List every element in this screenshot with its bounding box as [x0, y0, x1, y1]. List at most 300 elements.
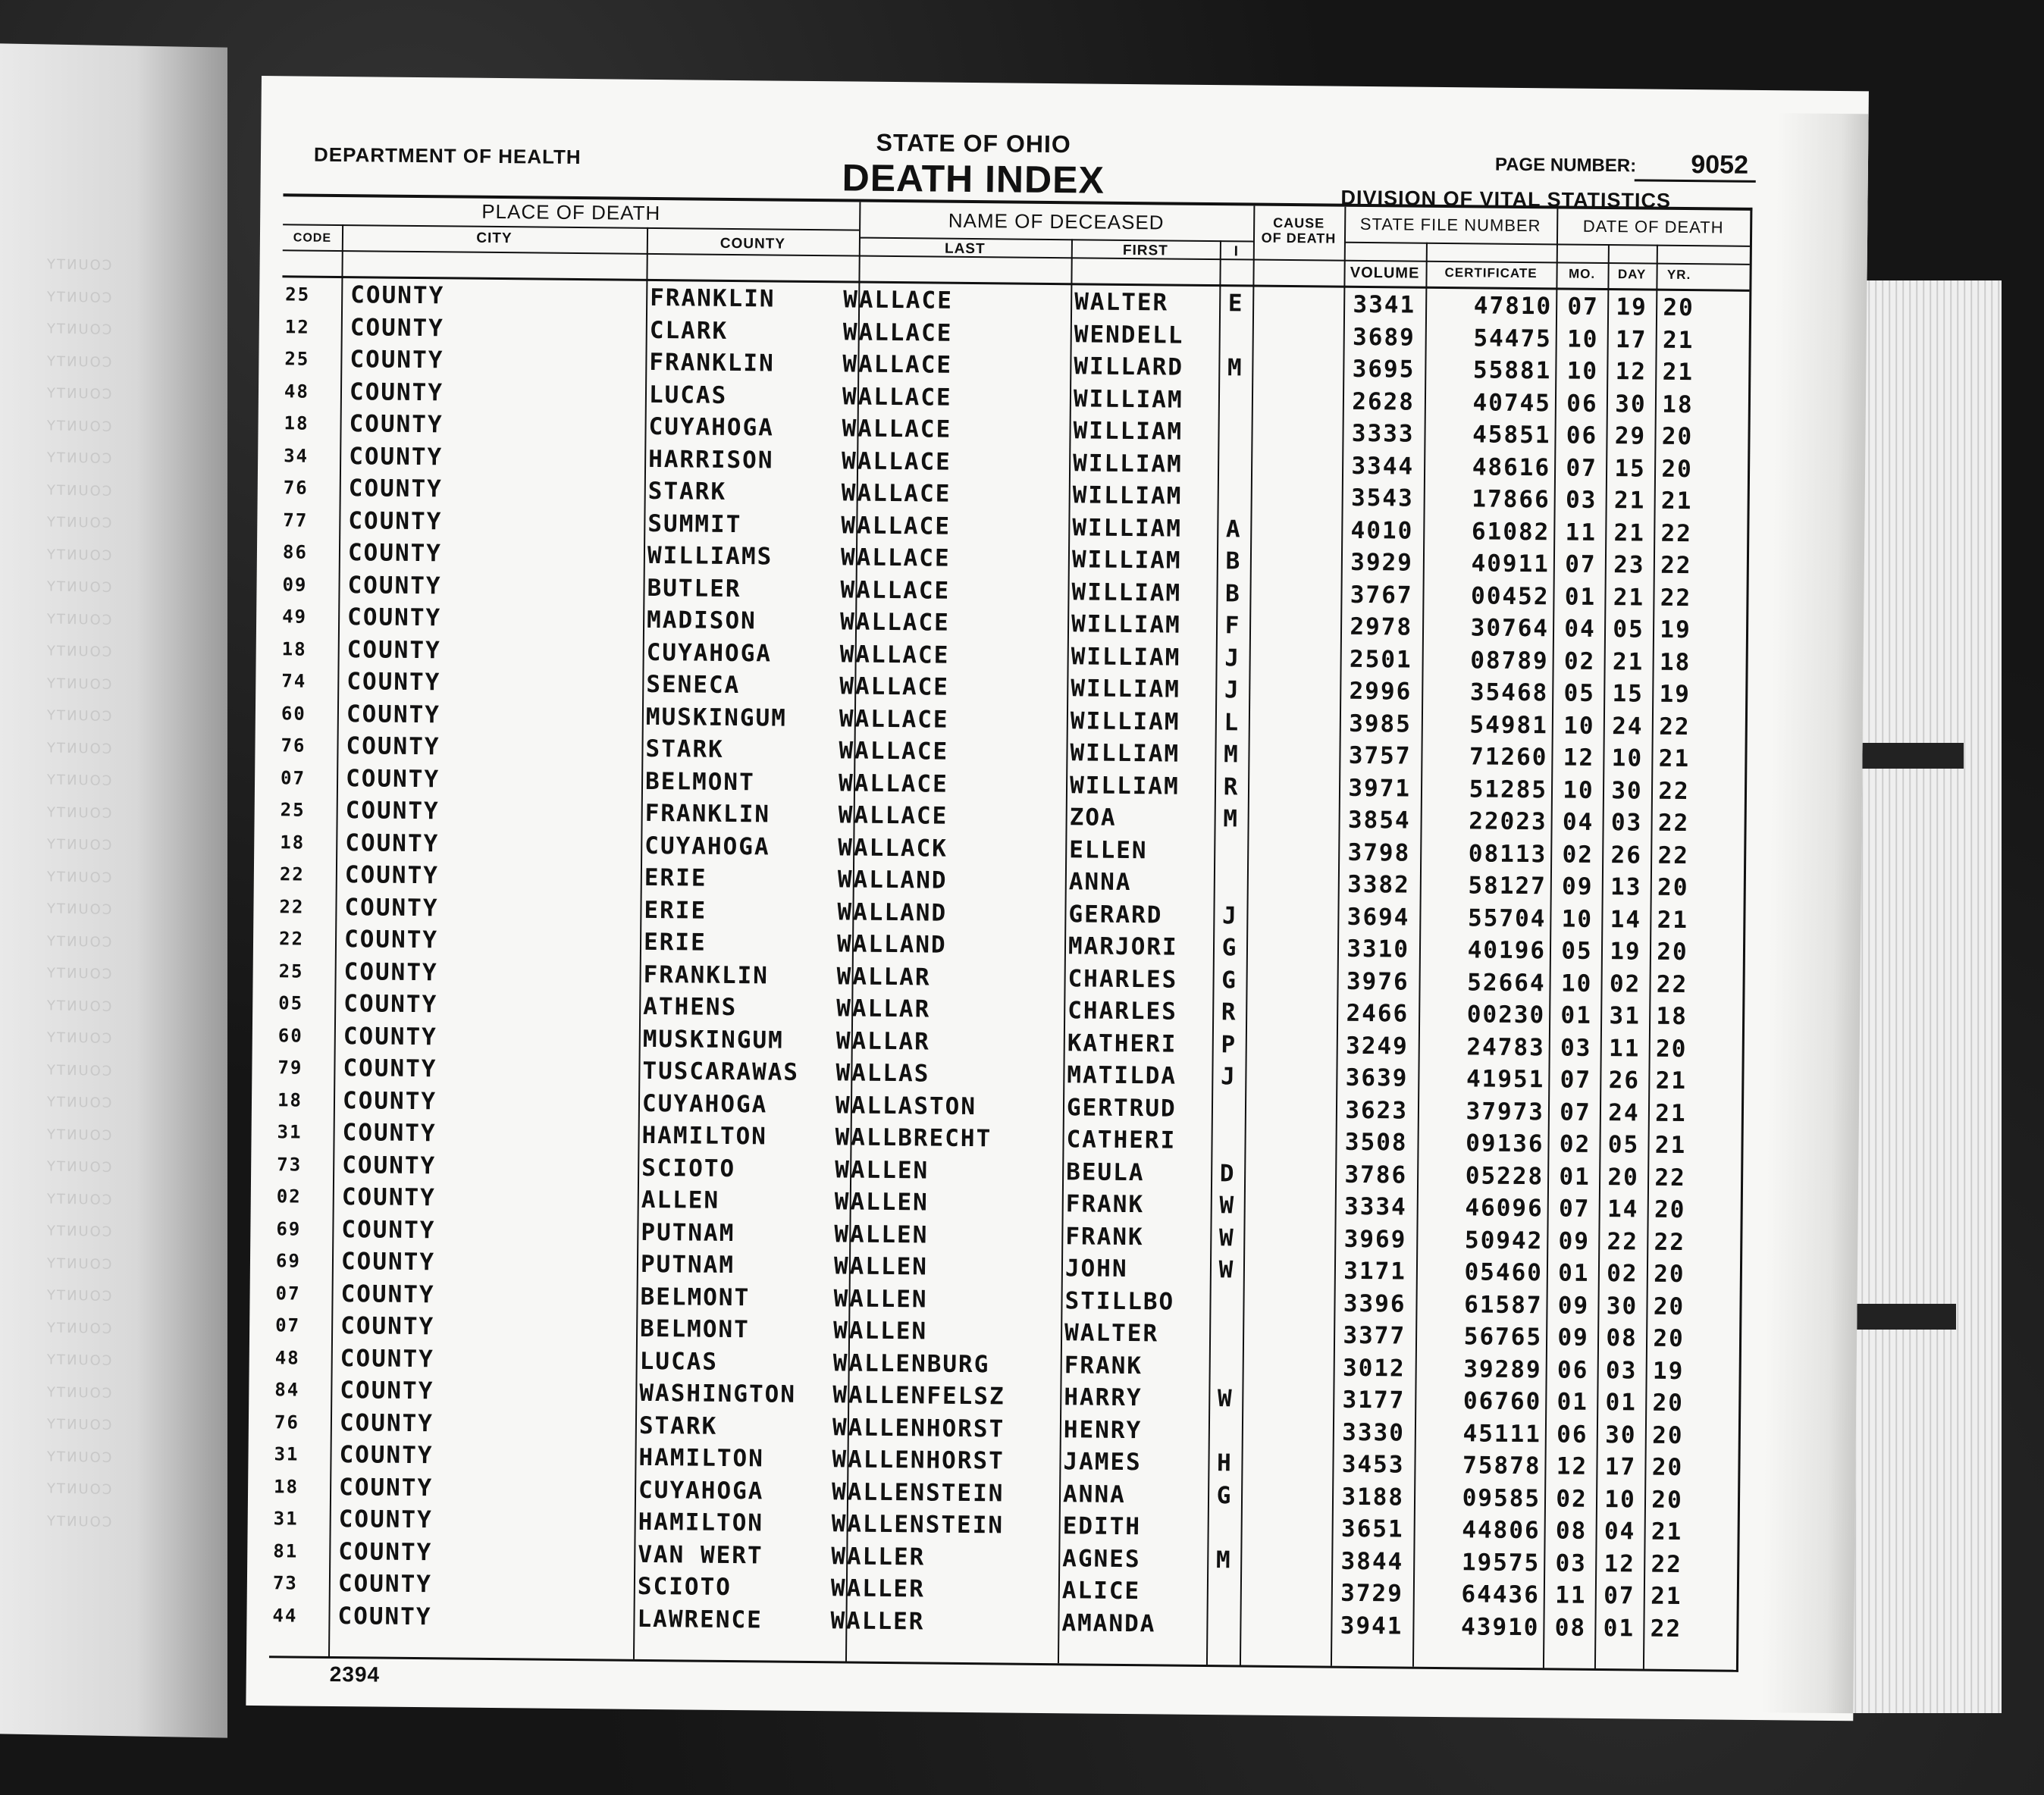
year-cell: 21	[1651, 1518, 1683, 1546]
year-cell: 20	[1654, 1195, 1686, 1224]
first-name-cell: WENDELL	[1074, 320, 1184, 349]
county-cell: ERIE	[644, 863, 707, 892]
county-cell: MUSKINGUM	[645, 703, 788, 732]
first-name-cell: HARRY	[1064, 1383, 1143, 1412]
first-name-cell: WALTER	[1074, 288, 1169, 317]
month-cell: 10	[1560, 970, 1593, 998]
last-name-header: LAST	[944, 240, 986, 258]
county-cell: CUYAHOGA	[646, 638, 773, 667]
day-cell: 02	[1609, 970, 1641, 998]
certificate-cell: 19575	[1461, 1548, 1541, 1577]
department-label: DEPARTMENT OF HEALTH	[313, 143, 582, 169]
initial-cell: W	[1218, 1223, 1235, 1251]
year-cell: 22	[1657, 841, 1690, 869]
day-cell: 19	[1616, 293, 1647, 321]
first-name-cell: WALTER	[1064, 1319, 1159, 1348]
volume-cell: 3171	[1343, 1257, 1407, 1286]
county-cell: HAMILTON	[641, 1121, 768, 1151]
volume-cell: 3941	[1340, 1612, 1403, 1640]
initial-cell: G	[1216, 1481, 1233, 1509]
left-facing-page-edge	[0, 43, 227, 1737]
month-cell: 02	[1563, 647, 1596, 675]
last-name-cell: WALLAR	[836, 995, 931, 1023]
county-cell: HAMILTON	[638, 1443, 765, 1473]
county-cell: BELMONT	[640, 1283, 751, 1311]
bleed-through-text: COUNTY	[45, 707, 112, 725]
city-cell: COUNTY	[338, 1505, 433, 1534]
year-cell: 19	[1652, 1357, 1685, 1385]
first-name-cell: WILLIAM	[1073, 384, 1183, 414]
day-cell: 17	[1615, 325, 1647, 354]
last-name-cell: WALLER	[830, 1606, 925, 1635]
year-cell: 20	[1654, 1260, 1685, 1289]
year-cell: 18	[1656, 1002, 1688, 1031]
city-cell: COUNTY	[345, 764, 440, 793]
county-cell: HARRISON	[647, 445, 774, 475]
death-code: 60	[281, 702, 306, 725]
last-name-cell: WALLACE	[843, 286, 954, 315]
certificate-cell: 45851	[1472, 421, 1551, 450]
death-code: 81	[273, 1540, 299, 1562]
city-cell: COUNTY	[339, 1441, 434, 1470]
year-cell: 20	[1655, 1035, 1688, 1063]
scan-smudge	[1850, 1304, 1956, 1330]
day-cell: 23	[1613, 551, 1645, 579]
city-cell: COUNTY	[342, 1086, 437, 1115]
city-cell: COUNTY	[346, 603, 442, 632]
volume-cell: 3985	[1349, 710, 1412, 738]
last-name-cell: WALLEN	[835, 1155, 930, 1185]
city-cell: COUNTY	[343, 926, 439, 954]
last-name-cell: WALLACE	[841, 479, 951, 508]
month-cell: 07	[1560, 1098, 1591, 1126]
year-cell: 21	[1658, 744, 1691, 773]
month-cell: 10	[1566, 325, 1599, 353]
county-cell: CUYAHOGA	[644, 832, 770, 860]
county-cell: ALLEN	[641, 1186, 720, 1214]
volume-cell: 3508	[1344, 1128, 1408, 1157]
initial-cell: J	[1224, 644, 1241, 672]
volume-cell: 3453	[1341, 1450, 1405, 1479]
death-code: 12	[284, 315, 310, 338]
city-cell: COUNTY	[350, 281, 445, 310]
year-cell: 22	[1657, 809, 1690, 838]
city-cell: COUNTY	[344, 861, 440, 890]
month-cell: 01	[1560, 1001, 1593, 1029]
first-name-cell: WILLIAM	[1069, 771, 1180, 800]
county-cell: WILLIAMS	[647, 541, 773, 571]
first-name-cell: AMANDA	[1061, 1609, 1156, 1637]
last-name-cell: WALLACE	[841, 446, 951, 476]
initial-cell: D	[1219, 1159, 1236, 1187]
day-cell: 04	[1604, 1518, 1636, 1546]
city-cell: COUNTY	[342, 1151, 437, 1179]
year-cell: 21	[1660, 487, 1693, 515]
last-name-cell: WALLAND	[837, 898, 948, 927]
death-code: 69	[276, 1217, 302, 1240]
day-cell: 30	[1615, 390, 1647, 418]
day-cell: 26	[1608, 1067, 1641, 1095]
first-name-cell: WILLIAM	[1071, 578, 1182, 607]
first-name-cell: WILLIAM	[1070, 739, 1180, 768]
bleed-through-text: COUNTY	[45, 965, 112, 982]
initial-cell: J	[1221, 901, 1238, 929]
bleed-through-text: COUNTY	[45, 514, 112, 531]
certificate-cell: 08113	[1468, 839, 1547, 868]
last-name-cell: WALLACE	[842, 350, 953, 379]
month-cell: 06	[1557, 1420, 1588, 1449]
day-cell: 20	[1607, 1163, 1639, 1192]
volume-cell: 3341	[1353, 290, 1416, 319]
county-cell: FRANKLIN	[644, 799, 771, 829]
day-cell: 24	[1612, 712, 1644, 741]
certificate-cell: 17866	[1472, 485, 1550, 514]
volume-cell: 3929	[1350, 548, 1414, 577]
county-cell: VAN WERT	[638, 1540, 763, 1569]
volume-cell: 3396	[1343, 1289, 1406, 1318]
year-cell: 19	[1660, 616, 1691, 644]
city-cell: COUNTY	[341, 1215, 436, 1244]
certificate-cell: 35468	[1469, 678, 1549, 707]
last-name-cell: WALLEN	[833, 1252, 929, 1281]
volume-cell: 2466	[1346, 999, 1409, 1028]
initial-cell: M	[1223, 805, 1240, 833]
bleed-through-text: COUNTY	[45, 675, 112, 693]
day-cell: 21	[1612, 647, 1644, 676]
death-code: 25	[280, 799, 306, 821]
certificate-cell: 46096	[1465, 1194, 1544, 1223]
first-name-cell: MATILDA	[1067, 1061, 1177, 1090]
volume-cell: 3177	[1342, 1386, 1406, 1414]
day-cell: 26	[1610, 841, 1643, 869]
day-cell: 29	[1614, 422, 1647, 450]
first-name-cell: FRANK	[1065, 1190, 1145, 1219]
county-cell: LUCAS	[648, 381, 728, 409]
month-cell: 09	[1561, 872, 1594, 901]
death-code: 31	[273, 1508, 299, 1530]
city-cell: COUNTY	[340, 1280, 435, 1308]
certificate-cell: 41951	[1466, 1065, 1545, 1094]
certificate-header: CERTIFICATE	[1444, 265, 1538, 281]
day-cell: 15	[1612, 680, 1644, 708]
year-cell: 22	[1654, 1164, 1686, 1192]
day-cell: 05	[1607, 1131, 1640, 1159]
month-cell: 03	[1560, 1034, 1592, 1062]
bleed-through-text: COUNTY	[45, 997, 112, 1015]
year-cell: 20	[1651, 1486, 1683, 1514]
day-cell: 01	[1603, 1614, 1635, 1642]
day-cell: 22	[1607, 1227, 1639, 1256]
bleed-through-text: COUNTY	[45, 321, 112, 338]
day-cell: 14	[1607, 1195, 1639, 1223]
city-cell: COUNTY	[346, 668, 441, 697]
bleed-through-text: COUNTY	[45, 481, 112, 500]
county-cell: STARK	[645, 735, 724, 763]
death-code: 76	[283, 477, 309, 499]
county-cell: BELMONT	[644, 767, 755, 796]
certificate-cell: 47810	[1473, 292, 1553, 321]
last-name-cell: WALLEN	[834, 1188, 929, 1217]
last-name-cell: WALLACE	[840, 575, 951, 605]
death-code: 69	[275, 1250, 302, 1272]
year-cell: 20	[1657, 873, 1689, 902]
death-code: 07	[275, 1314, 301, 1336]
death-code: 49	[282, 606, 308, 628]
volume-cell: 2996	[1349, 677, 1412, 706]
death-code: 84	[274, 1379, 300, 1401]
first-name-cell: HENRY	[1063, 1415, 1143, 1444]
death-code: 60	[277, 1024, 303, 1047]
city-cell: COUNTY	[346, 732, 440, 761]
initial-cell: L	[1224, 708, 1240, 736]
certificate-cell: 55704	[1467, 904, 1547, 932]
bleed-through-text: COUNTY	[45, 1352, 112, 1369]
day-cell: 21	[1613, 518, 1646, 547]
last-name-cell: WALLBRECHT	[835, 1123, 992, 1153]
volume-header: VOLUME	[1350, 264, 1420, 282]
volume-cell: 3377	[1343, 1321, 1406, 1350]
month-cell: 07	[1560, 1066, 1592, 1094]
city-cell: COUNTY	[348, 475, 443, 503]
city-cell: COUNTY	[339, 1408, 434, 1437]
initial-cell: A	[1225, 515, 1242, 543]
month-cell: 06	[1566, 421, 1598, 450]
death-code: 74	[281, 670, 307, 692]
day-cell: 19	[1610, 938, 1641, 966]
death-code: 79	[277, 1057, 303, 1079]
month-cell: 05	[1563, 679, 1596, 707]
day-cell: 14	[1610, 905, 1642, 934]
bleed-through-text: COUNTY	[45, 643, 112, 660]
name-of-deceased-header: NAME OF DECEASED	[948, 208, 1165, 234]
volume-cell: 3310	[1346, 935, 1410, 963]
initial-cell: W	[1219, 1192, 1236, 1220]
year-cell: 20	[1661, 422, 1694, 451]
last-name-cell: WALLACE	[840, 544, 951, 572]
volume-cell: 3249	[1345, 1032, 1409, 1060]
first-name-cell: WILLIAM	[1071, 642, 1181, 672]
month-cell: 01	[1558, 1259, 1590, 1287]
city-cell: COUNTY	[346, 635, 441, 664]
bleed-through-text: COUNTY	[45, 1319, 112, 1337]
day-cell: 21	[1613, 487, 1646, 515]
bleed-through-text: COUNTY	[45, 1255, 112, 1273]
certificate-cell: 40196	[1467, 936, 1547, 965]
header-rule	[1344, 242, 1750, 247]
county-cell: CUYAHOGA	[638, 1476, 764, 1505]
first-name-cell: ALICE	[1061, 1577, 1141, 1605]
month-cell: 08	[1554, 1613, 1587, 1642]
city-cell: COUNTY	[343, 1022, 437, 1051]
county-cell: FRANKLIN	[649, 348, 775, 377]
city-cell: COUNTY	[349, 410, 444, 439]
right-page-stack-edge	[1850, 280, 2002, 1713]
first-name-cell: WILLIAM	[1072, 513, 1183, 543]
month-cell: 12	[1563, 744, 1595, 772]
certificate-cell: 37973	[1466, 1097, 1545, 1126]
day-cell: 02	[1607, 1260, 1638, 1288]
year-cell: 20	[1663, 293, 1694, 322]
page-number: 9052	[1635, 149, 1756, 183]
city-cell: COUNTY	[349, 442, 444, 471]
county-cell: LUCAS	[639, 1347, 719, 1376]
code-header: CODE	[293, 231, 332, 245]
date-of-death-header: DATE OF DEATH	[1582, 216, 1724, 237]
county-cell: MUSKINGUM	[642, 1025, 784, 1054]
volume-cell: 2628	[1352, 387, 1415, 416]
certificate-cell: 61587	[1464, 1290, 1543, 1319]
first-name-cell: WILLIAM	[1071, 546, 1182, 575]
certificate-cell: 09136	[1466, 1129, 1544, 1158]
certificate-cell: 71260	[1469, 743, 1548, 772]
volume-cell: 3330	[1342, 1418, 1406, 1447]
year-cell: 20	[1653, 1292, 1685, 1320]
city-cell: COUNTY	[343, 990, 438, 1019]
initial-cell: M	[1227, 354, 1243, 382]
death-code: 22	[279, 895, 305, 918]
month-cell: 06	[1557, 1355, 1589, 1384]
bleed-through-text: COUNTY	[45, 352, 112, 371]
initial-cell: W	[1218, 1256, 1235, 1284]
month-cell: 02	[1556, 1484, 1588, 1513]
month-cell: 04	[1564, 615, 1596, 643]
month-cell: 01	[1564, 583, 1597, 611]
city-cell: COUNTY	[343, 1054, 437, 1083]
year-header: YR.	[1666, 267, 1691, 283]
death-code: 76	[274, 1411, 299, 1433]
year-cell: 22	[1658, 777, 1690, 805]
last-name-cell: WALLENFELSZ	[832, 1381, 1005, 1411]
last-name-cell: WALLEN	[834, 1220, 929, 1249]
year-cell: 22	[1660, 584, 1692, 612]
volume-cell: 3651	[1340, 1515, 1404, 1543]
last-name-cell: WALLACE	[842, 415, 952, 443]
volume-cell: 3188	[1341, 1483, 1405, 1511]
death-code: 76	[281, 735, 306, 757]
day-cell: 17	[1604, 1453, 1637, 1481]
city-header: CITY	[476, 230, 513, 247]
volume-cell: 3689	[1352, 323, 1415, 352]
city-cell: COUNTY	[337, 1570, 433, 1599]
cause-of-death-header: CAUSE OF DEATH	[1261, 215, 1337, 246]
death-code: 73	[277, 1153, 303, 1176]
death-code: 73	[272, 1572, 298, 1594]
month-header: MO.	[1568, 266, 1596, 281]
bleed-through-text: COUNTY	[45, 1383, 112, 1402]
page-curl-shadow	[1762, 113, 1868, 1713]
initial-cell: J	[1224, 676, 1240, 704]
last-name-cell: WALLACE	[839, 704, 949, 734]
month-cell: 04	[1562, 808, 1594, 836]
first-name-cell: ANNA	[1062, 1480, 1126, 1508]
year-cell: 19	[1659, 680, 1691, 709]
death-code: 44	[272, 1604, 298, 1627]
year-cell: 22	[1651, 1550, 1683, 1578]
county-cell: PUTNAM	[641, 1218, 735, 1247]
month-cell: 10	[1566, 357, 1599, 385]
volume-cell: 3976	[1346, 967, 1409, 996]
certificate-cell: 00452	[1470, 581, 1550, 610]
death-index-page	[246, 76, 1869, 1721]
first-name-cell: ANNA	[1068, 868, 1132, 897]
year-cell: 22	[1659, 713, 1691, 741]
day-cell: 12	[1604, 1549, 1636, 1577]
county-cell: FRANKLIN	[650, 284, 776, 313]
certificate-cell: 55881	[1472, 356, 1552, 385]
division-label: DIVISION OF VITAL STATISTICS	[1340, 186, 1672, 212]
volume-cell: 4010	[1350, 516, 1414, 545]
month-cell: 11	[1565, 518, 1597, 547]
initial-cell: P	[1221, 1030, 1237, 1058]
month-cell: 10	[1563, 776, 1594, 804]
month-cell: 12	[1556, 1452, 1588, 1480]
year-cell: 18	[1662, 390, 1694, 418]
first-name-cell: STILLBO	[1064, 1286, 1175, 1316]
initial-cell: B	[1224, 579, 1242, 607]
initial-cell: G	[1221, 934, 1238, 962]
volume-cell: 3854	[1347, 806, 1411, 835]
initial-cell: M	[1223, 741, 1240, 769]
bleed-through-text: COUNTY	[45, 804, 112, 822]
death-code: 18	[284, 412, 309, 434]
city-cell: COUNTY	[340, 1344, 434, 1373]
year-cell: 22	[1660, 551, 1692, 580]
last-name-cell: WALLER	[831, 1542, 926, 1571]
certificate-cell: 40911	[1471, 550, 1550, 578]
year-cell: 20	[1653, 1324, 1685, 1353]
month-cell: 06	[1566, 390, 1598, 418]
initial-header: I	[1234, 243, 1240, 260]
bleed-through-text: COUNTY	[45, 1126, 112, 1144]
certificate-cell: 75878	[1462, 1452, 1541, 1480]
year-cell: 20	[1661, 455, 1693, 483]
initial-cell: B	[1225, 547, 1242, 575]
county-cell: FRANKLIN	[643, 960, 770, 989]
last-name-cell: WALLACE	[838, 769, 948, 798]
first-name-header: FIRST	[1122, 242, 1168, 259]
bleed-through-text: COUNTY	[45, 932, 112, 951]
county-cell: ATHENS	[643, 992, 738, 1022]
day-cell: 03	[1605, 1356, 1638, 1384]
last-name-cell: WALLENHORST	[832, 1446, 1005, 1475]
bleed-through-text: COUNTY	[45, 1223, 112, 1240]
last-name-cell: WALLACK	[838, 833, 948, 863]
bleed-through-text: COUNTY	[45, 868, 112, 886]
last-name-cell: WALLAS	[835, 1059, 930, 1088]
month-cell: 02	[1562, 841, 1594, 869]
last-name-cell: WALLACE	[842, 318, 953, 347]
year-cell: 22	[1660, 519, 1693, 547]
county-cell: CUYAHOGA	[641, 1089, 768, 1118]
bleed-through-text: COUNTY	[45, 578, 112, 596]
county-cell: MADISON	[646, 606, 757, 635]
city-cell: COUNTY	[346, 700, 441, 728]
day-cell: 11	[1608, 1034, 1641, 1063]
day-cell: 24	[1608, 1098, 1640, 1127]
bleed-through-text: COUNTY	[45, 1158, 112, 1176]
county-cell: ERIE	[643, 928, 707, 957]
index-table	[269, 193, 1752, 1672]
year-cell: 21	[1657, 906, 1689, 934]
county-cell: SENECA	[646, 670, 741, 700]
death-code: 77	[283, 509, 309, 531]
bleed-through-text: COUNTY	[45, 1190, 112, 1208]
volume-cell: 3382	[1346, 870, 1410, 899]
bleed-through-text: COUNTY	[45, 546, 112, 564]
month-cell: 01	[1559, 1162, 1591, 1191]
death-code: 25	[278, 960, 304, 982]
death-code: 02	[276, 1186, 302, 1208]
